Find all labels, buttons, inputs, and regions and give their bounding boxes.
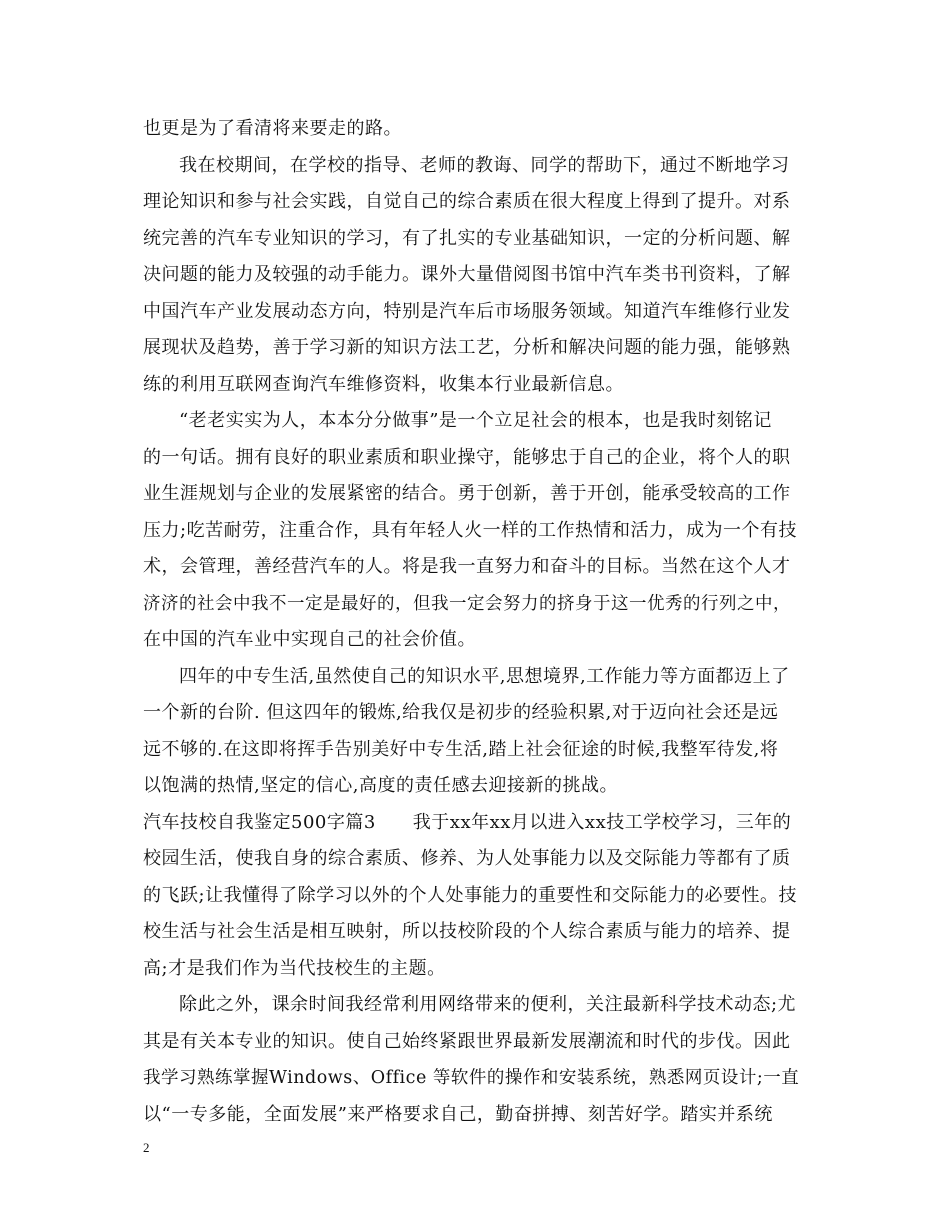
text-line: 业生涯规划与企业的发展紧密的结合。勇于创新，善于开创，能承受较高的工作 bbox=[143, 483, 791, 504]
text-line: 除此之外，课余时间我经常利用网络带来的便利，关注最新科学技术动态;尤 bbox=[179, 994, 797, 1015]
text-line: 汽车技校自我鉴定500字篇3 我于xx年xx月以进入xx技工学校学习，三年的 bbox=[143, 812, 792, 833]
text-line: 术，会管理，善经营汽车的人。将是我一直努力和奋斗的目标。当然在这个人才 bbox=[143, 556, 791, 577]
text-line: 统完善的汽车专业知识的学习，有了扎实的专业基础知识，一定的分析问题、解 bbox=[143, 228, 791, 249]
text-line: 以“一专多能，全面发展”来严格要求自己，勤奋拼搏、刻苦好学。踏实并系统 bbox=[143, 1104, 773, 1125]
text-line: 一个新的台阶. 但这四年的锻炼,给我仅是初步的经验积累,对于迈向社会还是远 bbox=[143, 702, 779, 723]
text-line: 高;才是我们作为当代技校生的主题。 bbox=[143, 958, 446, 979]
text-line: 我学习熟练掌握Windows、Office 等软件的操作和安装系统，熟悉网页设计;一直 bbox=[143, 1068, 800, 1088]
text-line: 我在校期间，在学校的指导、老师的教诲、同学的帮助下，通过不断地学习 bbox=[179, 155, 790, 176]
text-line: 理论知识和参与社会实践，自觉自己的综合素质在很大程度上得到了提升。对系 bbox=[143, 191, 791, 212]
text-line: 展现状及趋势，善于学习新的知识方法工艺，分析和解决问题的能力强，能够熟 bbox=[143, 337, 791, 358]
text-line: 决问题的能力及较强的动手能力。课外大量借阅图书馆中汽车类书刊资料，了解 bbox=[143, 264, 791, 285]
text-line: 四年的中专生活,虽然使自己的知识水平,思想境界,工作能力等方面都迈上了 bbox=[179, 666, 790, 687]
text-line: 以饱满的热情,坚定的信心,高度的责任感去迎接新的挑战。 bbox=[143, 775, 618, 796]
text-line: 校生活与社会生活是相互映射，所以技校阶段的个人综合素质与能力的培养、提 bbox=[143, 921, 791, 942]
text-line: 练的利用互联网查询汽车维修资料，收集本行业最新信息。 bbox=[143, 374, 624, 395]
text-line: 校园生活，使我自身的综合素质、修养、为人处事能力以及交际能力等都有了质 bbox=[143, 848, 791, 869]
text-line: “老老实实为人，本本分分做事”是一个立足社会的根本，也是我时刻铭记 bbox=[179, 410, 772, 431]
text-line: 压力;吃苦耐劳，注重合作，具有年轻人火一样的工作热情和活力，成为一个有技 bbox=[143, 520, 798, 541]
text-line: 中国汽车产业发展动态方向，特别是汽车后市场服务领域。知道汽车维修行业发 bbox=[143, 301, 791, 322]
text-line: 的一句话。拥有良好的职业素质和职业操守，能够忠于自己的企业，将个人的职 bbox=[143, 447, 791, 468]
text-line: 其是有关本专业的知识。使自己始终紧跟世界最新发展潮流和时代的步伐。因此 bbox=[143, 1031, 791, 1052]
text-line: 远不够的.在这即将挥手告别美好中专生活,踏上社会征途的时候,我整军待发,将 bbox=[143, 739, 779, 760]
page-number: 2 bbox=[143, 1140, 150, 1155]
text-line: 也更是为了看清将来要走的路。 bbox=[143, 118, 402, 139]
text-line: 济济的社会中我不一定是最好的，但我一定会努力的挤身于这一优秀的行列之中， bbox=[143, 594, 791, 614]
text-line: 在中国的汽车业中实现自己的社会价值。 bbox=[143, 629, 476, 650]
text-line: 的飞跃;让我懂得了除学习以外的个人处事能力的重要性和交际能力的必要性。技 bbox=[143, 885, 798, 906]
